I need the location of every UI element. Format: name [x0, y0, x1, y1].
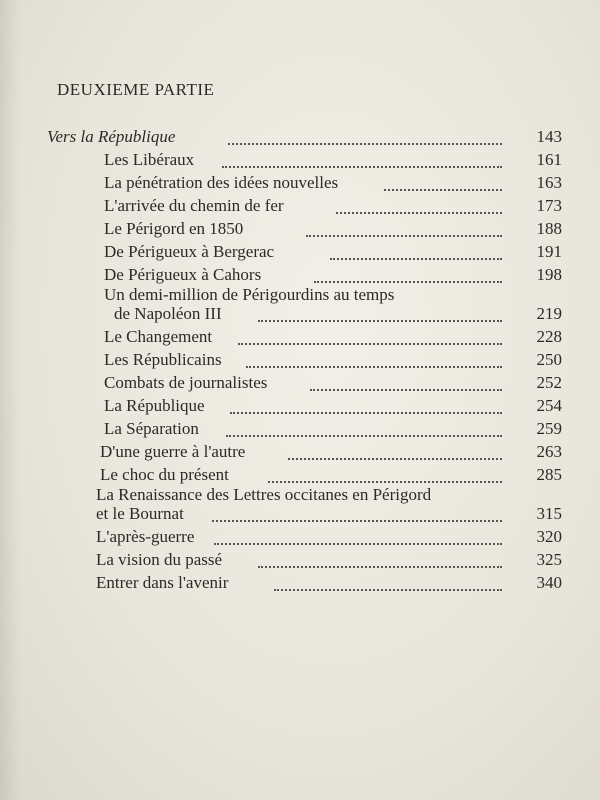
toc-entry-label: L'arrivée du chemin de fer	[104, 196, 284, 215]
toc-entry-republicains[interactable]	[0, 349, 600, 373]
toc-entry-label: De Périgueux à Cahors	[104, 265, 262, 284]
toc-entry-label: Combats de journalistes	[104, 373, 268, 392]
toc-entry-label: La Séparation	[104, 419, 199, 438]
toc-entry-page: 285	[536, 465, 562, 484]
toc-entry-page: 250	[536, 350, 562, 369]
toc-entry-perigueux-bergerac[interactable]	[0, 241, 600, 265]
toc-entry-label-continued: et le Bournat	[96, 504, 184, 523]
toc-leader-dots	[212, 498, 502, 522]
toc-leader-dots	[306, 213, 502, 237]
toc-entry-page: 161	[536, 150, 562, 169]
toc-entry-page: 254	[536, 396, 562, 415]
toc-entry-label: Le choc du présent	[100, 465, 229, 484]
toc-leader-dots	[258, 298, 502, 322]
toc-leader-dots	[258, 544, 502, 568]
toc-entry-label: Vers la République	[47, 127, 176, 146]
toc-entry-les-liberaux[interactable]	[0, 149, 600, 173]
toc-leader-dots	[310, 367, 502, 391]
toc-entry-page: 228	[536, 327, 562, 346]
toc-entry-label: Les Républicains	[104, 350, 222, 369]
toc-entry-entrer-avenir[interactable]	[0, 572, 600, 596]
toc-leader-dots	[330, 236, 502, 260]
toc-leader-dots	[274, 567, 502, 591]
toc-entry-label-continued: de Napoléon III	[114, 304, 222, 323]
toc-entry-penetration-idees[interactable]	[0, 172, 600, 196]
toc-entry-label: D'une guerre à l'autre	[100, 442, 246, 461]
toc-entry-label: La République	[104, 396, 205, 415]
toc-entry-page: 252	[536, 373, 562, 392]
toc-leader-dots	[268, 459, 502, 483]
toc-leader-dots	[238, 321, 502, 345]
toc-entry-page: 340	[536, 573, 562, 592]
toc-entry-label: Les Libéraux	[104, 150, 195, 169]
toc-leader-dots	[314, 259, 502, 283]
toc-entry-chemin-de-fer[interactable]	[0, 195, 600, 219]
toc-leader-dots	[226, 413, 502, 437]
toc-entry-label: Le Périgord en 1850	[104, 219, 244, 238]
toc-leader-dots	[288, 436, 502, 460]
toc-leader-dots	[230, 390, 502, 414]
part-title: DEUXIEME PARTIE	[57, 80, 215, 99]
toc-entry-page: 198	[536, 265, 562, 284]
toc-entry-page: 143	[536, 127, 562, 146]
toc-entry-page: 219	[536, 304, 562, 323]
toc-entry-page: 315	[536, 504, 562, 523]
toc-leader-dots	[222, 144, 502, 168]
toc-entry-label: L'après-guerre	[96, 527, 195, 546]
toc-entry-label: La vision du passé	[96, 550, 223, 569]
toc-leader-dots	[228, 121, 502, 145]
toc-entry-label: La Renaissance des Lettres occitanes en Périgord	[96, 485, 432, 504]
toc-entry-page: 325	[536, 550, 562, 569]
toc-leader-dots	[246, 344, 502, 368]
toc-entry-page: 320	[536, 527, 562, 546]
toc-entry-page: 188	[536, 219, 562, 238]
toc-leader-dots	[384, 167, 502, 191]
toc-entry-label: Entrer dans l'avenir	[96, 573, 229, 592]
toc-entry-label: Le Changement	[104, 327, 213, 346]
toc-entry-page: 173	[536, 196, 562, 215]
toc-entry-label: Un demi-million de Périgourdins au temps	[104, 285, 395, 304]
toc-entry-perigord-1850[interactable]	[0, 218, 600, 242]
toc-leader-dots	[214, 521, 502, 545]
toc-entry-page: 259	[536, 419, 562, 438]
toc-entry-page: 163	[536, 173, 562, 192]
toc-leader-dots	[336, 190, 502, 214]
toc-entry-label: La pénétration des idées nouvelles	[104, 173, 339, 192]
toc-entry-page: 263	[536, 442, 562, 461]
toc-entry-page: 191	[536, 242, 562, 261]
toc-entry-label: De Périgueux à Bergerac	[104, 242, 275, 261]
